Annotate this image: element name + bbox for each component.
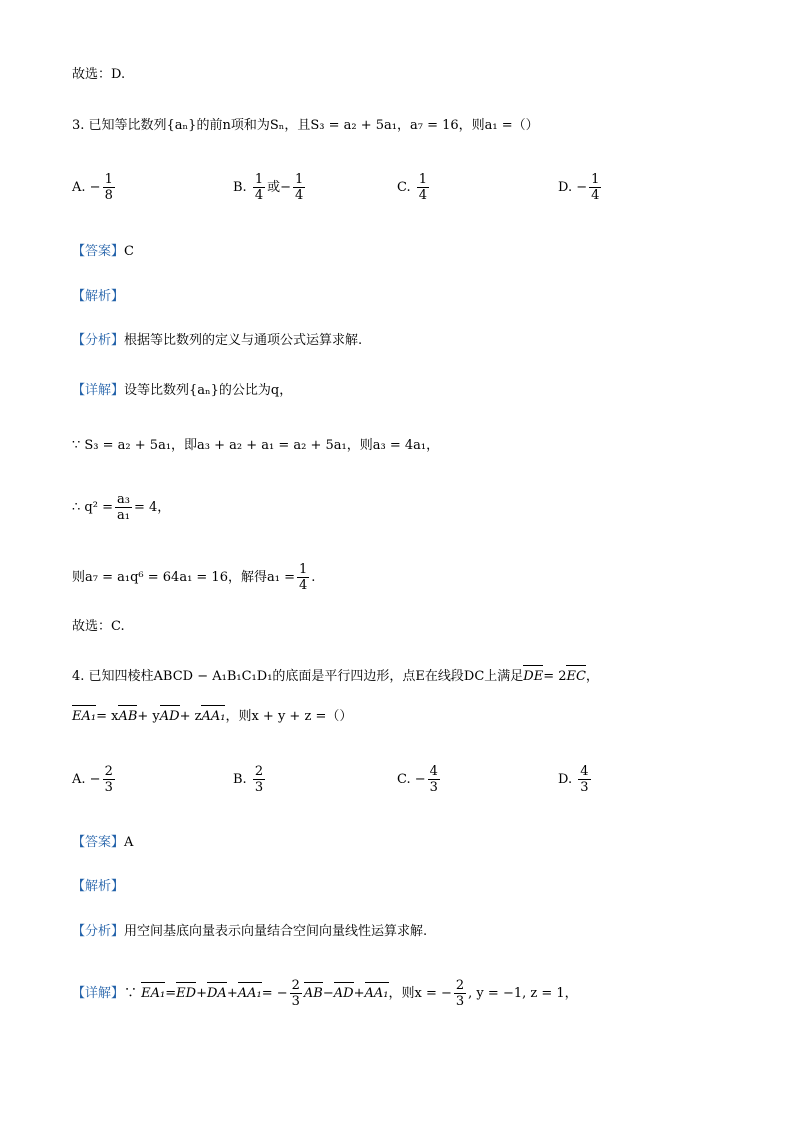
fraction: $\frac{4}{3}$ <box>429 764 438 795</box>
q3-option-d[interactable]: D. − $\frac{1}{4}$ <box>558 172 600 203</box>
vector: ED <box>176 986 197 1001</box>
vector: AA₁ <box>201 709 226 724</box>
q3-step2: ∴ q² = $\frac{\text{a₃}}{\text{a₁}}$ = 4， <box>72 492 171 523</box>
q3-fenxi: 【分析】根据等比数列的定义与通项公式运算求解. <box>72 333 363 348</box>
q4-option-b[interactable]: B. $\frac{2}{3}$ <box>233 764 264 795</box>
q3-option-c[interactable]: C. $\frac{1}{4}$ <box>397 172 428 203</box>
vector: AD <box>159 709 180 724</box>
q3-stem: 3. 已知等比数列{aₙ}的前n项和为Sₙ，且S₃ = a₂ + 5a₁，a₇ = 16，则a₁ =（） <box>72 118 539 133</box>
q3-answer: 【答案】C <box>72 244 134 259</box>
q3-step1: ∵ S₃ = a₂ + 5a₁，即a₃ + a₂ + a₁ = a₂ + 5a₁，则a₃ = 4a₁， <box>72 438 440 453</box>
q4-stem-line2: EA₁= xAB+ yAD+ zAA₁，则x + y + z =（） <box>72 709 353 724</box>
q4-answer: 【答案】A <box>72 835 134 850</box>
q4-analysis-tag: 【解析】 <box>72 879 125 894</box>
vector: EC <box>566 669 586 684</box>
fraction: $\frac{4}{3}$ <box>580 764 589 795</box>
vector: EA₁ <box>72 709 97 724</box>
q4-option-a[interactable]: A. − $\frac{2}{3}$ <box>72 764 113 795</box>
fraction: $\frac{2}{3}$ <box>104 764 113 795</box>
fraction: $\frac{1}{8}$ <box>104 172 113 203</box>
q4-xiangjie: 【详解】∵ EA₁=ED+DA+AA₁= − $\frac{2}{3}$ AB−AD+AA₁，则x = − $\frac{2}{3}$ , y = −1, z = 1， <box>72 978 578 1009</box>
vector: AB <box>303 986 323 1001</box>
vector: EA₁ <box>141 986 166 1001</box>
vector: AA₁ <box>237 986 262 1001</box>
fraction: $\frac{1}{4}$ <box>591 172 600 203</box>
q3-conclusion: 故选：C. <box>72 619 125 634</box>
q3-option-a[interactable]: A. − $\frac{1}{8}$ <box>72 172 113 203</box>
fraction: $\frac{1}{4}$ <box>295 172 304 203</box>
q3-analysis-tag: 【解析】 <box>72 289 125 304</box>
q3-step3: 则a₇ = a₁q⁶ = 64a₁ = 16，解得a₁ = $\frac{1}{4}$ . <box>72 562 316 593</box>
prev-conclusion: 故选：D. <box>72 67 126 82</box>
fraction: $\frac{2}{3}$ <box>291 978 300 1009</box>
q3-option-b[interactable]: B. $\frac{1}{4}$ 或− $\frac{1}{4}$ <box>233 172 304 203</box>
vector: DE <box>523 669 544 684</box>
q4-stem-line1: 4. 已知四棱柱ABCD − A₁B₁C₁D₁的底面是平行四边形，点E在线段DC上满足DE= 2EC， <box>72 669 599 684</box>
fraction: $\frac{1}{4}$ <box>418 172 428 203</box>
vector: DA <box>207 986 227 1001</box>
fraction: $\frac{2}{3}$ <box>254 764 264 795</box>
fraction: $\frac{\text{a₃}}{\text{a₁}}$ <box>116 492 130 523</box>
fraction: $\frac{1}{4}$ <box>254 172 264 203</box>
fraction: $\frac{2}{3}$ <box>455 978 465 1009</box>
vector: AA₁ <box>364 986 389 1001</box>
q3-xiangjie: 【详解】设等比数列{aₙ}的公比为q， <box>72 383 293 398</box>
q4-fenxi: 【分析】用空间基底向量表示向量结合空间向量线性运算求解. <box>72 924 428 939</box>
vector: AB <box>118 709 138 724</box>
fraction: $\frac{1}{4}$ <box>298 562 308 593</box>
q4-option-d[interactable]: D. $\frac{4}{3}$ <box>558 764 589 795</box>
q4-option-c[interactable]: C. − $\frac{4}{3}$ <box>397 764 438 795</box>
vector: AD <box>333 986 354 1001</box>
